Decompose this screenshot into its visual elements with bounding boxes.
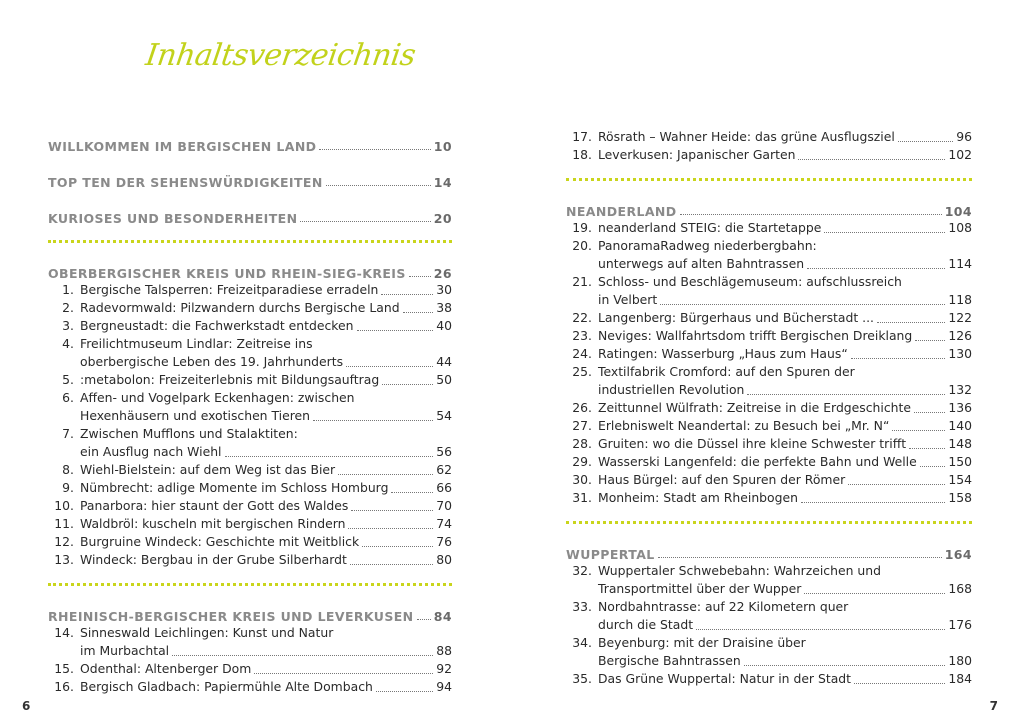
section-heading bbox=[48, 255, 452, 281]
page-number-left: 6 bbox=[22, 699, 31, 713]
toc-entry-text: Gruiten: wo die Düssel ihre kleine Schwester trifft bbox=[598, 436, 907, 451]
toc-entry bbox=[566, 363, 972, 399]
dot-leader bbox=[892, 430, 945, 431]
toc-entry-text: Wiehl-Bielstein: auf dem Weg ist das Bier bbox=[80, 462, 336, 477]
toc-entry-number: 21. bbox=[572, 274, 592, 289]
toc-entry-line bbox=[566, 273, 972, 291]
toc-entry bbox=[48, 389, 452, 425]
dotted-separator bbox=[48, 240, 452, 243]
dot-leader bbox=[362, 546, 433, 547]
toc-entry-number: 16. bbox=[54, 679, 74, 694]
toc-entry-page: 76 bbox=[436, 534, 452, 549]
toc-entry-line bbox=[566, 399, 972, 417]
toc-entry-number: 28. bbox=[572, 436, 592, 451]
toc-entry-text: Monheim: Stadt am Rheinbogen bbox=[598, 490, 798, 505]
dot-leader bbox=[680, 214, 942, 215]
toc-entry-number: 35. bbox=[572, 671, 592, 686]
dot-leader bbox=[376, 691, 433, 692]
toc-entry-line bbox=[48, 624, 452, 642]
toc-entry-line bbox=[48, 497, 452, 515]
toc-entry-line bbox=[48, 425, 452, 443]
intro-heading-label: TOP TEN DER SEHENSWÜRDIGKEITEN bbox=[48, 175, 323, 190]
toc-entry-page: 54 bbox=[436, 408, 452, 423]
toc-entry-text: ein Ausflug nach Wiehl bbox=[80, 444, 222, 459]
dot-leader bbox=[417, 619, 431, 620]
toc-entry-page: 80 bbox=[436, 552, 452, 567]
toc-entry-line bbox=[48, 479, 452, 497]
toc-entry-line bbox=[48, 533, 452, 551]
toc-entry-line bbox=[566, 580, 972, 598]
toc-entry bbox=[48, 497, 452, 515]
toc-entry-number: 23. bbox=[572, 328, 592, 343]
toc-entry-line bbox=[48, 443, 452, 461]
toc-entry-text: Windeck: Bergbau in der Grube Silberhardt bbox=[80, 552, 347, 567]
toc-entry-text: durch die Stadt bbox=[598, 617, 694, 632]
dot-leader bbox=[848, 484, 945, 485]
toc-entry-number: 29. bbox=[572, 454, 592, 469]
dot-leader bbox=[807, 268, 945, 269]
toc-entry-text: Nümbrecht: adlige Momente im Schloss Homburg bbox=[80, 480, 389, 495]
dot-leader bbox=[696, 629, 945, 630]
toc-entry-page: 180 bbox=[948, 653, 972, 668]
dot-leader bbox=[747, 394, 945, 395]
toc-entry-number: 3. bbox=[62, 318, 74, 333]
toc-entry-line bbox=[48, 335, 452, 353]
toc-entry bbox=[48, 335, 452, 371]
toc-entry-number: 8. bbox=[62, 462, 74, 477]
toc-entry-page: 122 bbox=[948, 310, 972, 325]
section-heading bbox=[48, 598, 452, 624]
toc-entry-line bbox=[566, 219, 972, 237]
toc-entry-text: industriellen Revolution bbox=[598, 382, 745, 397]
toc-entry-line bbox=[566, 634, 972, 652]
toc-entry-page: 176 bbox=[948, 617, 972, 632]
toc-entry-number: 19. bbox=[572, 220, 592, 235]
dot-leader bbox=[851, 358, 946, 359]
toc-entry-text: Sinneswald Leichlingen: Kunst und Natur bbox=[80, 625, 334, 640]
toc-entry-text: im Murbachtal bbox=[80, 643, 170, 658]
dot-leader bbox=[348, 528, 433, 529]
toc-entry-text: in Velbert bbox=[598, 292, 658, 307]
toc-entry-line bbox=[48, 642, 452, 660]
toc-entry-text: Panarbora: hier staunt der Gott des Waldes bbox=[80, 498, 349, 513]
toc-entry bbox=[566, 670, 972, 688]
dot-leader bbox=[824, 232, 945, 233]
toc-entry-page: 66 bbox=[436, 480, 452, 495]
toc-entry-number: 17. bbox=[572, 129, 592, 144]
toc-entry-text: Rösrath – Wahner Heide: das grüne Ausflugsziel bbox=[598, 129, 895, 144]
toc-entry bbox=[48, 371, 452, 389]
toc-entry-page: 44 bbox=[436, 354, 452, 369]
toc-right-column bbox=[566, 128, 972, 688]
toc-entry bbox=[48, 461, 452, 479]
toc-entry-line bbox=[48, 353, 452, 371]
toc-entry-page: 70 bbox=[436, 498, 452, 513]
toc-entry-text: Erlebniswelt Neandertal: zu Besuch bei „Mr. N“ bbox=[598, 418, 890, 433]
toc-entry-line bbox=[566, 291, 972, 309]
toc-entry-number: 22. bbox=[572, 310, 592, 325]
intro-heading-page: 14 bbox=[433, 175, 452, 190]
toc-entry bbox=[48, 551, 452, 569]
dot-leader bbox=[403, 312, 434, 313]
toc-entry-page: 154 bbox=[948, 472, 972, 487]
page-title: Inhaltsverzeichnis bbox=[143, 38, 418, 73]
toc-entry bbox=[48, 678, 452, 696]
toc-entry bbox=[566, 327, 972, 345]
toc-entry-number: 24. bbox=[572, 346, 592, 361]
toc-entry-line bbox=[566, 381, 972, 399]
toc-entry-text: Neviges: Wallfahrtsdom trifft Bergischen Dreiklang bbox=[598, 328, 913, 343]
toc-entry bbox=[566, 453, 972, 471]
dot-leader bbox=[909, 448, 945, 449]
dot-leader bbox=[409, 276, 431, 277]
toc-entry-text: Langenberg: Bürgerhaus und Bücherstadt ... bbox=[598, 310, 874, 325]
toc-entry-page: 168 bbox=[948, 581, 972, 596]
dot-leader bbox=[254, 673, 433, 674]
section-heading-label: OBERBERGISCHER KREIS UND RHEIN-SIEG-KREIS bbox=[48, 266, 406, 281]
toc-entry-number: 7. bbox=[62, 426, 74, 441]
toc-entry-page: 118 bbox=[948, 292, 972, 307]
toc-entry-line bbox=[48, 678, 452, 696]
toc-entry-text: oberbergische Leben des 19. Jahrhunderts bbox=[80, 354, 344, 369]
toc-entry bbox=[566, 309, 972, 327]
toc-entry-line bbox=[48, 389, 452, 407]
intro-heading-page: 10 bbox=[433, 139, 452, 154]
toc-entry-page: 108 bbox=[948, 220, 972, 235]
toc-entry-text: Radevormwald: Pilzwandern durchs Bergische Land bbox=[80, 300, 400, 315]
toc-entry bbox=[566, 489, 972, 507]
toc-entry-number: 10. bbox=[54, 498, 74, 513]
toc-entry-text: Beyenburg: mit der Draisine über bbox=[598, 635, 806, 650]
toc-entry-number: 11. bbox=[54, 516, 74, 531]
toc-entry bbox=[48, 281, 452, 299]
toc-entry bbox=[566, 598, 972, 634]
intro-heading-label: WILLKOMMEN IM BERGISCHEN LAND bbox=[48, 139, 317, 154]
toc-entry-line bbox=[48, 371, 452, 389]
intro-heading bbox=[48, 128, 452, 154]
toc-entry-text: Hexenhäusern und exotischen Tieren bbox=[80, 408, 311, 423]
dot-leader bbox=[382, 384, 433, 385]
toc-entry-number: 5. bbox=[62, 372, 74, 387]
toc-entry-page: 40 bbox=[436, 318, 452, 333]
toc-entry-line bbox=[566, 435, 972, 453]
toc-entry-line bbox=[566, 652, 972, 670]
toc-entry-line bbox=[48, 299, 452, 317]
toc-entry-number: 25. bbox=[572, 364, 592, 379]
page-number-right: 7 bbox=[989, 699, 998, 713]
toc-entry bbox=[566, 435, 972, 453]
toc-entry-page: 62 bbox=[436, 462, 452, 477]
dot-leader bbox=[313, 420, 433, 421]
toc-entry-text: Schloss- und Beschlägemuseum: aufschlussreich bbox=[598, 274, 902, 289]
toc-entry bbox=[48, 425, 452, 461]
toc-entry-page: 88 bbox=[436, 643, 452, 658]
section-heading bbox=[566, 193, 972, 219]
toc-entry-page: 102 bbox=[948, 147, 972, 162]
toc-entry-page: 94 bbox=[436, 679, 452, 694]
toc-entry bbox=[566, 399, 972, 417]
toc-entry bbox=[48, 317, 452, 335]
toc-entry-line bbox=[566, 309, 972, 327]
toc-entry-number: 13. bbox=[54, 552, 74, 567]
toc-entry-line bbox=[566, 616, 972, 634]
toc-entry-line bbox=[48, 551, 452, 569]
toc-entry-number: 34. bbox=[572, 635, 592, 650]
toc-entry-page: 50 bbox=[436, 372, 452, 387]
toc-entry-text: unterwegs auf alten Bahntrassen bbox=[598, 256, 805, 271]
toc-entry-number: 6. bbox=[62, 390, 74, 405]
toc-entry-text: Ratingen: Wasserburg „Haus zum Haus“ bbox=[598, 346, 848, 361]
toc-entry-page: 184 bbox=[948, 671, 972, 686]
toc-entry-page: 114 bbox=[948, 256, 972, 271]
intro-heading bbox=[48, 154, 452, 190]
toc-entry bbox=[48, 299, 452, 317]
dot-leader bbox=[801, 502, 945, 503]
toc-entry-text: Bergische Bahntrassen bbox=[598, 653, 741, 668]
dot-leader bbox=[391, 492, 433, 493]
toc-entry-line bbox=[48, 515, 452, 533]
toc-entry-line bbox=[566, 562, 972, 580]
dot-leader bbox=[381, 294, 433, 295]
toc-entry bbox=[48, 515, 452, 533]
dot-leader bbox=[915, 340, 945, 341]
toc-entry-page: 56 bbox=[436, 444, 452, 459]
intro-heading-label: KURIOSES UND BESONDERHEITEN bbox=[48, 211, 298, 226]
toc-entry-line bbox=[566, 471, 972, 489]
toc-entry-text: Leverkusen: Japanischer Garten bbox=[598, 147, 796, 162]
toc-entry bbox=[566, 237, 972, 273]
toc-entry bbox=[566, 562, 972, 598]
toc-entry-text: :metabolon: Freizeiterlebnis mit Bildungsauftrag bbox=[80, 372, 380, 387]
toc-entry bbox=[566, 345, 972, 363]
toc-entry-number: 18. bbox=[572, 147, 592, 162]
toc-entry bbox=[566, 471, 972, 489]
toc-entry-text: Das Grüne Wuppertal: Natur in der Stadt bbox=[598, 671, 852, 686]
toc-entry-text: Affen- und Vogelpark Eckenhagen: zwischen bbox=[80, 390, 355, 405]
dot-leader bbox=[877, 322, 945, 323]
toc-entry-page: 158 bbox=[948, 490, 972, 505]
toc-entry-line bbox=[566, 128, 972, 146]
dot-leader bbox=[804, 593, 945, 594]
dotted-separator bbox=[48, 583, 452, 586]
toc-entry bbox=[566, 146, 972, 164]
section-heading-label: RHEINISCH-BERGISCHER KREIS UND LEVERKUSEN bbox=[48, 609, 414, 624]
toc-entry-text: Transportmittel über der Wupper bbox=[598, 581, 802, 596]
toc-entry-line bbox=[48, 461, 452, 479]
dot-leader bbox=[319, 149, 430, 150]
dot-leader bbox=[300, 221, 430, 222]
dot-leader bbox=[658, 557, 942, 558]
toc-left-column bbox=[48, 128, 452, 696]
section-heading-page: 104 bbox=[944, 204, 972, 219]
toc-entry-page: 132 bbox=[948, 382, 972, 397]
section-heading-page: 26 bbox=[433, 266, 452, 281]
toc-entry-line bbox=[48, 407, 452, 425]
toc-entry-text: Wuppertaler Schwebebahn: Wahrzeichen und bbox=[598, 563, 881, 578]
toc-entry-number: 1. bbox=[62, 282, 74, 297]
dot-leader bbox=[357, 330, 434, 331]
toc-entry-line bbox=[566, 453, 972, 471]
toc-entry-page: 150 bbox=[948, 454, 972, 469]
toc-entry-number: 32. bbox=[572, 563, 592, 578]
dot-leader bbox=[346, 366, 433, 367]
section-heading-page: 164 bbox=[944, 547, 972, 562]
toc-entry-line bbox=[566, 237, 972, 255]
toc-entry-line bbox=[566, 598, 972, 616]
toc-entry-page: 92 bbox=[436, 661, 452, 676]
toc-entry-line bbox=[566, 327, 972, 345]
toc-entry-line bbox=[48, 317, 452, 335]
toc-entry-page: 148 bbox=[948, 436, 972, 451]
toc-entry bbox=[48, 533, 452, 551]
toc-entry-number: 9. bbox=[62, 480, 74, 495]
section-heading-label: WUPPERTAL bbox=[566, 547, 655, 562]
toc-entry-number: 33. bbox=[572, 599, 592, 614]
toc-entry-text: Zwischen Mufflons und Stalaktiten: bbox=[80, 426, 298, 441]
toc-entry bbox=[566, 273, 972, 309]
toc-entry-text: Zeittunnel Wülfrath: Zeitreise in die Erdgeschichte bbox=[598, 400, 912, 415]
dot-leader bbox=[920, 466, 946, 467]
toc-entry-line bbox=[566, 489, 972, 507]
toc-entry-text: neanderland STEIG: die Startetappe bbox=[598, 220, 822, 235]
toc-entry-line bbox=[48, 281, 452, 299]
toc-entry-page: 126 bbox=[948, 328, 972, 343]
dot-leader bbox=[350, 564, 433, 565]
section-heading-page: 84 bbox=[433, 609, 452, 624]
toc-entry-text: Bergneustadt: die Fachwerkstadt entdecken bbox=[80, 318, 354, 333]
toc-entry bbox=[566, 634, 972, 670]
toc-entry-page: 136 bbox=[948, 400, 972, 415]
toc-entry-page: 140 bbox=[948, 418, 972, 433]
dot-leader bbox=[914, 412, 945, 413]
toc-entry-page: 130 bbox=[948, 346, 972, 361]
toc-entry-number: 15. bbox=[54, 661, 74, 676]
toc-entry-number: 20. bbox=[572, 238, 592, 253]
dot-leader bbox=[351, 510, 433, 511]
dot-leader bbox=[744, 665, 946, 666]
toc-entry-text: Bergisch Gladbach: Papiermühle Alte Dombach bbox=[80, 679, 373, 694]
toc-entry bbox=[48, 624, 452, 660]
toc-entry-text: Burgruine Windeck: Geschichte mit Weitblick bbox=[80, 534, 360, 549]
toc-entry-number: 2. bbox=[62, 300, 74, 315]
dot-leader bbox=[172, 655, 433, 656]
toc-entry-number: 30. bbox=[572, 472, 592, 487]
toc-entry-page: 38 bbox=[436, 300, 452, 315]
intro-heading bbox=[48, 190, 452, 226]
section-heading-label: NEANDERLAND bbox=[566, 204, 677, 219]
toc-entry-text: Freilichtmuseum Lindlar: Zeitreise ins bbox=[80, 336, 313, 351]
toc-entry-text: Haus Bürgel: auf den Spuren der Römer bbox=[598, 472, 846, 487]
toc-entry-text: Textilfabrik Cromford: auf den Spuren der bbox=[598, 364, 855, 379]
toc-entry-line bbox=[566, 417, 972, 435]
toc-entry-number: 12. bbox=[54, 534, 74, 549]
toc-entry-text: Wasserski Langenfeld: die perfekte Bahn und Welle bbox=[598, 454, 917, 469]
toc-entry-number: 14. bbox=[54, 625, 74, 640]
toc-entry-text: Odenthal: Altenberger Dom bbox=[80, 661, 252, 676]
dot-leader bbox=[854, 683, 945, 684]
dotted-separator bbox=[566, 178, 972, 181]
toc-entry-line bbox=[566, 363, 972, 381]
toc-entry-text: Nordbahntrasse: auf 22 Kilometern quer bbox=[598, 599, 849, 614]
dot-leader bbox=[225, 456, 434, 457]
dot-leader bbox=[660, 304, 945, 305]
toc-entry-number: 31. bbox=[572, 490, 592, 505]
toc-entry bbox=[566, 219, 972, 237]
toc-entry-text: Waldbröl: kuscheln mit bergischen Rindern bbox=[80, 516, 346, 531]
toc-entry-line bbox=[48, 660, 452, 678]
toc-entry-line bbox=[566, 670, 972, 688]
toc-entry-page: 74 bbox=[436, 516, 452, 531]
toc-entry-text: PanoramaRadweg niederbergbahn: bbox=[598, 238, 817, 253]
toc-entry-page: 96 bbox=[956, 129, 972, 144]
intro-heading-page: 20 bbox=[433, 211, 452, 226]
toc-entry bbox=[48, 479, 452, 497]
dot-leader bbox=[326, 185, 431, 186]
toc-entry-number: 26. bbox=[572, 400, 592, 415]
dot-leader bbox=[338, 474, 433, 475]
toc-entry-text: Bergische Talsperren: Freizeitparadiese erradeln bbox=[80, 282, 379, 297]
toc-entry-line bbox=[566, 255, 972, 273]
dot-leader bbox=[898, 141, 953, 142]
toc-entry bbox=[566, 128, 972, 146]
toc-entry-number: 27. bbox=[572, 418, 592, 433]
toc-entry bbox=[566, 417, 972, 435]
toc-entry-number: 4. bbox=[62, 336, 74, 351]
dotted-separator bbox=[566, 521, 972, 524]
toc-entry-line bbox=[566, 146, 972, 164]
toc-entry-page: 30 bbox=[436, 282, 452, 297]
toc-entry bbox=[48, 660, 452, 678]
section-heading bbox=[566, 536, 972, 562]
toc-entry-line bbox=[566, 345, 972, 363]
dot-leader bbox=[798, 159, 945, 160]
